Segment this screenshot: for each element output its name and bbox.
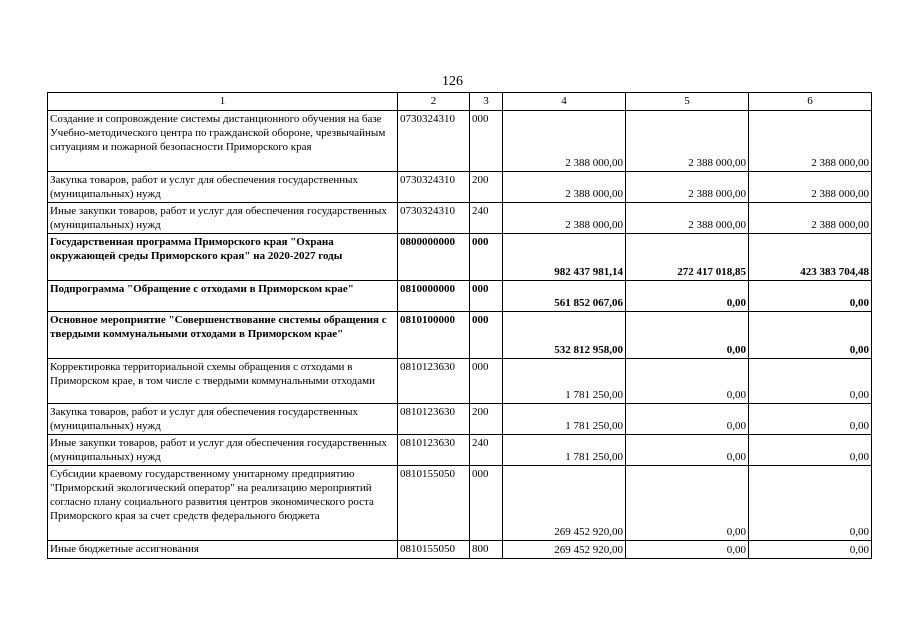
header-cell: 4 (503, 93, 626, 111)
expense-type: 800 (470, 541, 503, 559)
amount-col5: 0,00 (626, 541, 749, 559)
amount-col5: 2 388 000,00 (626, 203, 749, 234)
amount-col4: 1 781 250,00 (503, 404, 626, 435)
amount-col4: 532 812 958,00 (503, 312, 626, 359)
amount-col6: 0,00 (749, 435, 872, 466)
target-code: 0730324310 (398, 172, 470, 203)
amount-col6: 0,00 (749, 404, 872, 435)
expense-type: 000 (470, 234, 503, 281)
expense-type: 000 (470, 111, 503, 172)
amount-col4: 2 388 000,00 (503, 172, 626, 203)
budget-table (47, 92, 872, 559)
header-cell: 5 (626, 93, 749, 111)
table-row (48, 466, 872, 541)
amount-col5: 0,00 (626, 435, 749, 466)
amount-col4: 982 437 981,14 (503, 234, 626, 281)
item-name: Закупка товаров, работ и услуг для обеспечения государственных (муниципальных) нужд (48, 172, 398, 203)
table-row (48, 111, 872, 172)
amount-col4: 1 781 250,00 (503, 359, 626, 404)
target-code: 0800000000 (398, 234, 470, 281)
amount-col6: 2 388 000,00 (749, 203, 872, 234)
table-row (48, 281, 872, 312)
amount-col5: 0,00 (626, 281, 749, 312)
target-code: 0730324310 (398, 203, 470, 234)
amount-col6: 0,00 (749, 541, 872, 559)
target-code: 0810155050 (398, 541, 470, 559)
header-cell: 6 (749, 93, 872, 111)
expense-type: 000 (470, 359, 503, 404)
table-row (48, 172, 872, 203)
amount-col6: 0,00 (749, 312, 872, 359)
table-row (48, 234, 872, 281)
expense-type: 240 (470, 435, 503, 466)
target-code: 0810000000 (398, 281, 470, 312)
amount-col4: 2 388 000,00 (503, 111, 626, 172)
amount-col4: 269 452 920,00 (503, 541, 626, 559)
amount-col4: 1 781 250,00 (503, 435, 626, 466)
target-code: 0810123630 (398, 359, 470, 404)
expense-type: 000 (470, 312, 503, 359)
item-name: Создание и сопровождение системы дистанционного обучения на базе Учебно-методического центра по гражданской обороне, чрезвычайным ситуациям и пожарной безопасности Приморского края (48, 111, 398, 172)
page-number: 126 (442, 74, 463, 89)
amount-col6: 0,00 (749, 359, 872, 404)
amount-col4: 269 452 920,00 (503, 466, 626, 541)
amount-col4: 561 852 067,06 (503, 281, 626, 312)
amount-col5: 2 388 000,00 (626, 111, 749, 172)
table-row (48, 203, 872, 234)
table-row (48, 404, 872, 435)
item-name: Субсидии краевому государственному унитарному предприятию "Приморский экологический оператор" на реализацию мероприятий согласно плану социального развития центров экономического роста Приморского края за счет средств федерального бюджета (48, 466, 398, 541)
target-code: 0810123630 (398, 404, 470, 435)
item-name: Закупка товаров, работ и услуг для обеспечения государственных (муниципальных) нужд (48, 404, 398, 435)
item-name: Подпрограмма "Обращение с отходами в Приморском крае" (48, 281, 398, 312)
target-code: 0730324310 (398, 111, 470, 172)
amount-col5: 0,00 (626, 404, 749, 435)
header-row (48, 93, 872, 111)
amount-col6: 0,00 (749, 281, 872, 312)
amount-col6: 0,00 (749, 466, 872, 541)
amount-col6: 423 383 704,48 (749, 234, 872, 281)
expense-type: 000 (470, 281, 503, 312)
target-code: 0810155050 (398, 466, 470, 541)
item-name: Иные закупки товаров, работ и услуг для обеспечения государственных (муниципальных) нужд (48, 435, 398, 466)
header-cell: 2 (398, 93, 470, 111)
table-row (48, 435, 872, 466)
header-cell: 3 (470, 93, 503, 111)
expense-type: 200 (470, 172, 503, 203)
table-row (48, 541, 872, 559)
expense-type: 200 (470, 404, 503, 435)
expense-type: 000 (470, 466, 503, 541)
amount-col5: 0,00 (626, 359, 749, 404)
expense-type: 240 (470, 203, 503, 234)
amount-col6: 2 388 000,00 (749, 172, 872, 203)
amount-col5: 2 388 000,00 (626, 172, 749, 203)
amount-col6: 2 388 000,00 (749, 111, 872, 172)
amount-col5: 272 417 018,85 (626, 234, 749, 281)
item-name: Основное мероприятие "Совершенствование системы обращения с твердыми коммунальными отходами в Приморском крае" (48, 312, 398, 359)
amount-col4: 2 388 000,00 (503, 203, 626, 234)
table-row (48, 312, 872, 359)
amount-col5: 0,00 (626, 312, 749, 359)
target-code: 0810100000 (398, 312, 470, 359)
item-name: Иные бюджетные ассигнования (48, 541, 398, 559)
header-cell: 1 (48, 93, 398, 111)
item-name: Государственная программа Приморского края "Охрана окружающей среды Приморского края" на 2020-2027 годы (48, 234, 398, 281)
item-name: Корректировка территориальной схемы обращения с отходами в Приморском крае, в том числе с твердыми коммунальными отходами (48, 359, 398, 404)
amount-col5: 0,00 (626, 466, 749, 541)
table-row (48, 359, 872, 404)
item-name: Иные закупки товаров, работ и услуг для обеспечения государственных (муниципальных) нужд (48, 203, 398, 234)
target-code: 0810123630 (398, 435, 470, 466)
